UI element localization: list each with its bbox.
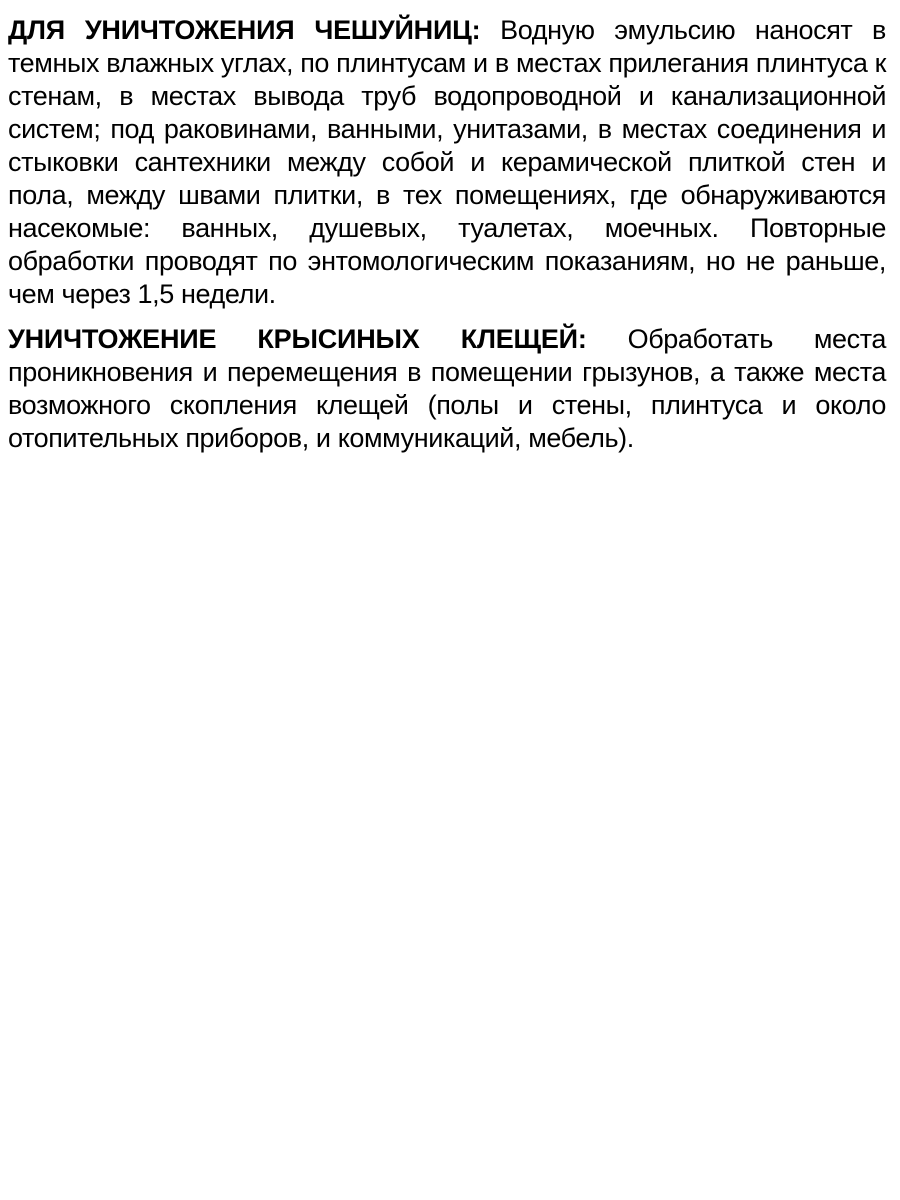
paragraph-rat-mites <box>8 323 886 455</box>
paragraph-silverfish-heading: ДЛЯ УНИЧТОЖЕНИЯ ЧЕШУЙНИЦ: <box>8 15 481 45</box>
paragraph-silverfish-body: Водную эмульсию наносят в темных влажных углах, по плинтусам и в местах прилегания плинтуса к стенам, в местах вывода труб водопроводной и канализационной систем; под раковинами, ванными, унитазами, в местах соединения и стыковки сантехники между собой и керамической плиткой стен и пола, между швами плитки, в тех помещениях, где обнаруживаются насекомые: ванных, душевых, туалетах, моечных. Повторные обработки проводят по энтомологическим показаниям, но не раньше, чем через 1,5 недели. <box>8 15 886 309</box>
paragraph-rat-mites-body: Обработать места проникновения и перемещения в помещении грызунов, а также места возможного скопления клещей (полы и стены, плинтуса и около отопительных приборов, и коммуникаций, мебель). <box>8 324 886 453</box>
paragraph-rat-mites-heading: УНИЧТОЖЕНИЕ КРЫСИНЫХ КЛЕЩЕЙ: <box>8 324 587 354</box>
paragraph-silverfish <box>8 14 886 311</box>
